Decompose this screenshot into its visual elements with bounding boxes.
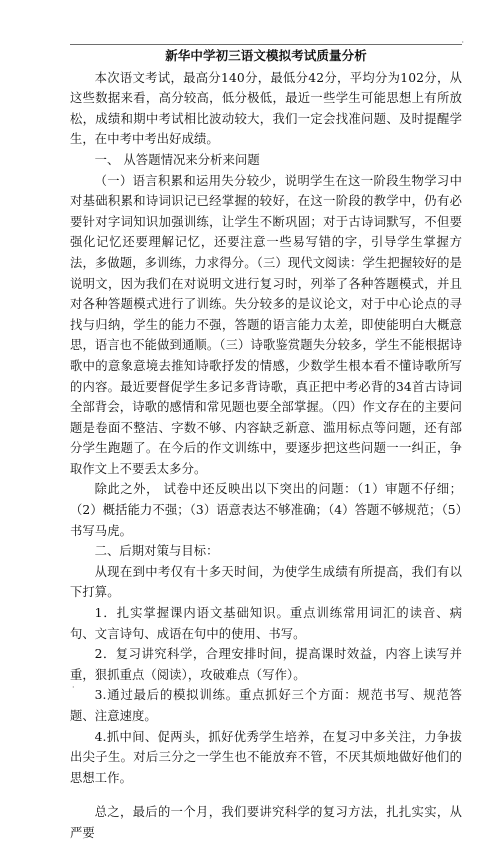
analysis-paragraph: （一）语言积累和运用失分较少，说明学生在这一阶段生物学习中对基础积累和诗词识记已经掌握的较好，在这一阶段的教学中，仍有必要针对字词知识加强训练，让学生不断巩固；对于古诗词默写，不但要强化记忆还要理解记忆，还要注意一些易写错的字，引导学生掌握方法，多做题，多训练，力求得分。（三）现代文阅读：学生把握较好的是说明文，因为我们在对说明文进行复习时，列举了各种答题模式，并且对各种答题模式进行了训练。失分较多的是议论文，对于中心论点的寻找与归纳，学生的能力不强，答题的语言能力太差，即使能明白大概意思，语言也不能做到通顺。（三）诗歌鉴赏题失分较多，学生不能根据诗歌中的意象意境去推知诗歌抒发的情感，少数学生根本看不懂诗歌所写的内容。最近要督促学生多记多背诗歌，真正把中考必背的34首古诗词全部背会，诗歌的感情和常见题也要全部掌握。（四）作文存在的主要问题是卷面不整洁、字数不够、内容缺乏新意、滥用标点等问题，还有部分学生跑题了。在今后的作文训练中，要逐步把这些问题一一纠正，争取作文上不要丢太多分。 bbox=[70, 173, 462, 476]
paragraph-gap bbox=[70, 788, 462, 802]
plan-item-4: 4.抓中间、促两头，抓好优秀学生培养，在复习中多关注，力争拔出尖子生。对后三分之一学生也不能放弃不管，不厌其烦地做好他们的思想工作。 bbox=[70, 729, 462, 785]
corner-mark: · bbox=[461, 38, 464, 47]
section-heading-2: 二、后期对策与目标： bbox=[94, 544, 219, 559]
intro-paragraph: 本次语文考试，最高分140分，最低分42分，平均分为102分，从这些数据来看，高分较高，低分极低，最近一些学生可能思想上有所放松，成绩和期中考试相比波动较大，我们一定会找准问题、及时提醒学生，在中考中考出好成绩。 bbox=[70, 70, 462, 147]
conclusion-paragraph: 总之，最后的一个月，我们要讲究科学的复习方法，扎扎实实，从严要 bbox=[70, 805, 462, 840]
section-heading-1: 一、 从答题情况来分析来问题 bbox=[94, 152, 260, 167]
footer-mark: · bbox=[72, 683, 75, 692]
plan-item-1: 1．扎实掌握课内语文基础知识。重点训练常用词汇的读音、病句、文言诗句、成语在句中的使用、书写。 bbox=[70, 606, 462, 641]
plan-intro-paragraph: 从现在到中考仅有十多天时间，为使学生成绩有所提高，我们有以下打算。 bbox=[70, 564, 462, 600]
plan-item-2: 2．复习讲究科学，合理安排时间，提高课时效益，内容上读写并重，狠抓重点（阅读），攻破难点（写作）。 bbox=[70, 647, 462, 682]
plan-item-3: 3.通过最后的模拟训练。重点抓好三个方面：规范书写、规范答题、注意速度。 bbox=[70, 688, 462, 723]
header-rule bbox=[70, 44, 462, 45]
document-title: 新华中学初三语文模拟考试质量分析 bbox=[165, 48, 367, 63]
document-page bbox=[70, 46, 462, 844]
issues-paragraph: 除此之外， 试卷中还反映出以下突出的问题：（1）审题不仔细；（2）概括能力不强；（3）语意表达不够准确；（4）答题不够规范；（5）书写马虎。 bbox=[70, 482, 462, 538]
